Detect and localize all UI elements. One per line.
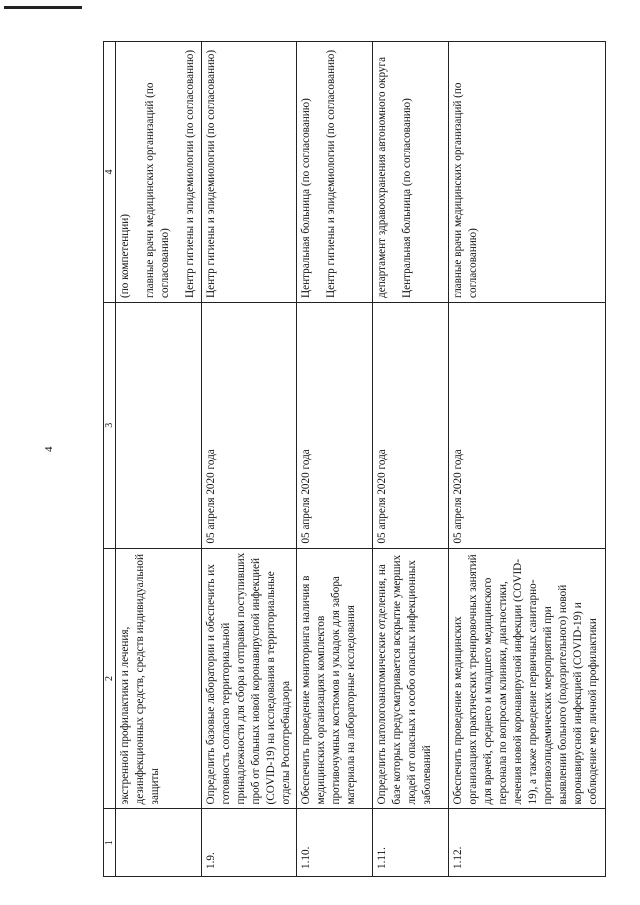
- table-row: [449, 42, 606, 877]
- measures-table: [103, 41, 606, 877]
- table-row: [373, 42, 449, 877]
- row-number: 1.12.: [449, 809, 606, 877]
- executor-text: Центр гигиены и эпидемиологии (по согласованию): [325, 49, 337, 298]
- executor-cell: [449, 42, 606, 303]
- table-row: [116, 42, 202, 877]
- table-row: [202, 42, 297, 877]
- executor-text: Центр гигиены и эпидемиологии (по согласованию): [184, 49, 196, 298]
- measure-text: Определить патологоанатомические отделения, на базе которых предусматривается вскрытие умерших людей от опасных и особо опасных инфекционных заболеваний: [373, 548, 449, 809]
- measure-text: Определить базовые лаборатории и обеспечить их готовность согласно территориальной принадлежности для сбора и отправки поступивших проб от больных новой коронавирусной инфекцией (COVID-19) на исследования в территориальные отделы Роспотребнадзора: [202, 548, 297, 809]
- row-number: [116, 809, 202, 877]
- executor-text: департамент здравоохранения автономного округа: [376, 56, 388, 298]
- measure-text: Обеспечить проведение в медицинских организациях практических тренировочных занятий для врачей, среднего и младшего медицинского персонала по вопросам клиники, диагностики, лечения новой коронавирусной инфекции (COVID-19), а также проведение первичных санитарно-противоэпидемических мероприятий при выявлении больного (подозрительного) новой коронавирусной инфекцией (COVID-19) и соблюдение мер личной профилактики: [449, 548, 606, 809]
- deadline-text: 05 апреля 2020 года: [297, 302, 373, 548]
- executor-cell: [202, 42, 297, 303]
- executor-cell: [373, 42, 449, 303]
- executor-text: Центральная больница (по согласованию): [300, 98, 312, 298]
- header-col-4: 4: [104, 42, 116, 303]
- executor-cell: [297, 42, 373, 303]
- row-number: 1.11.: [373, 809, 449, 877]
- header-col-1: 1: [104, 809, 116, 877]
- deadline-text: 05 апреля 2020 года: [202, 302, 297, 548]
- executor-text: главные врачи медицинских организаций (по согласованию): [144, 82, 171, 298]
- executor-text: главные врачи медицинских организаций (по согласованию): [452, 82, 479, 298]
- header-row: [104, 42, 116, 877]
- deadline-text: 05 апреля 2020 года: [373, 302, 449, 548]
- measure-text: экстренной профилактики и лечения, дезинфекционных средств, средств индивидуальной защиты: [116, 548, 202, 809]
- deadline-text: [116, 302, 202, 548]
- scan-edge-mark: [4, 6, 82, 9]
- header-col-3: 3: [104, 302, 116, 548]
- rotated-page: [103, 41, 606, 877]
- row-number: 1.9.: [202, 809, 297, 877]
- header-col-2: 2: [104, 548, 116, 809]
- executor-text: Центр гигиены и эпидемиологии (по согласованию): [205, 49, 217, 298]
- page-number: 4: [43, 446, 55, 452]
- deadline-text: 05 апреля 2020 года: [449, 302, 606, 548]
- executor-text: (по компетенции): [119, 214, 131, 298]
- table-row: [297, 42, 373, 877]
- executor-cell: [116, 42, 202, 303]
- executor-text: Центральная больница (по согласованию): [401, 98, 413, 298]
- measure-text: Обеспечить проведение мониторинга наличия в медицинских организациях комплектов противочумных костюмов и укладок для забора материала на лабораторные исследования: [297, 548, 373, 809]
- row-number: 1.10.: [297, 809, 373, 877]
